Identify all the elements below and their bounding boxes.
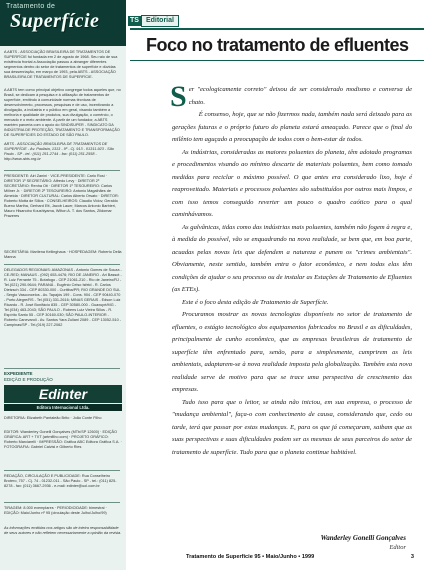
signature-name: Wanderley Gonelli Gonçalves — [320, 534, 406, 542]
page-number: 3 — [410, 554, 414, 560]
logo-top-text: Tratamento de — [6, 3, 56, 10]
tiragem-info: TIRAGEM: 8.000 exemplares · PERIODICIDADE: bimestral · EDIÇÃO: Maio/Junho nº 95 (circulação deste Julho/Julho/99) — [4, 506, 107, 515]
section-tag-short: TS — [130, 17, 139, 24]
article-paragraph: Ser "ecologicamente correto" deixou de ser considerado modismo e conversa de chato. — [170, 80, 412, 113]
article-paragraph: É consenso, hoje, que se não fizermos nada, também nada será deixado para as gerações futuras e o próprio futuro do planeta estará ameaçado. Parece que o final do milênio tem aguçado a preocupação de todos com o bem-estar de todos. — [172, 111, 412, 143]
abts-secretaria: SECRETÁRIA: Marilena Kellinghaus · HOSPEDAGEM: Roberto Della Manna — [4, 250, 122, 259]
section-tag-label: Editorial — [141, 15, 179, 27]
publisher-logo: Edinter — [4, 385, 122, 403]
article-title: Foco no tratamento de efluentes — [146, 35, 409, 55]
footer-magazine: Tratamento de Superfície 95 • Maio/Junho • 1999 — [186, 554, 315, 560]
expediente-heading: EXPEDIENTE — [4, 371, 33, 376]
divider — [4, 368, 120, 369]
magazine-logo — [0, 0, 126, 46]
regional-delegates: DELEGADOS REGIONAIS: AMAZONAS - Antonio Gomes de Souza - CE-RED; MANAUS - (092) 653-4476; RIO DE JANEIRO - Ari Bassot - R. Luiz Ferrante 75 - Botafogo - CEP 21061-210 - Rio de Janeiro/RJ - Tel.(021) 290-9644; PARANÁ - Eugênio Celso Isfeld - R. Carlos Dietzsch 334 - CEP 80330-000 - Curitiba/PR; RIO GRANDE DO SUL - Sergio Vasconcelos - Av. Tapajós 199 - Cons. 904 - CEP 90440-070 - Porto Alegre/RS - Tel.(051) 331-2616; MINAS GERAIS - Edson Luiz Ricardo - R. José Bonifácio 835 - CEP 30580-000 - Guaxupé/MG - Tel.(034) 463-2043; SÃO PAULO - Rubens Luiz Vieira Sillos - R. Espírito Santo 55 - CEP 30160-030; SÃO PAULO-INTERIOR - Roberto Canevaroli - Av. Santos Yara Zuliani 2089 - CEP 13052-510 - Campinas/SP - Tel.(019) 227-2062 — [4, 268, 122, 327]
divider — [4, 170, 120, 171]
publisher-subtitle: Editora Internacional Ltda. — [4, 404, 122, 411]
article-paragraph: Procuramos mostrar as novas tecnologias disponíveis no setor de tratamento de efluentes, o estágio tecnológico dos equipamentos fabricados no Brasil e as dificuldades, principalmente de cunho econômico, que as empresas brasileiras de tratamento de superfície têm enfrentado para, senão, para a simplesmente, cumprirem as leis ambientais, adaptarem-se à nova realidade imposta pela globalização. Também esta nova realidade serve de motivo para que se trace uma perspectiva de crescimento das empresas. — [172, 311, 412, 393]
header-rule — [130, 28, 424, 30]
abts-board: PRESIDENTE: Airi Zanini · VICE-PRESIDENTE: Carlo Rosi · DIRETOR 1º SECRETÁRIO: Alfredo Levy · DIRETOR 2º SECRETÁRIO: Renha Oti · DIRETOR 1º TESOUREIRO: Carlos Millner Jr. · DIRETOR 2º TESOUREIRO: Antonio Magalhães de Almeida · DIRETOR CULTURAL: Carlos Alberto Orsato · DIRETOR: Roberto Motta de Sillos · CONSELHEIROS: Claudio Vidov, Geraldo Bueno Martha, Gerhard Ett, Jacob Lauer, Marcos Antonio Barbieri, Mauro Hisanobu Koushiyama, Wilton A. T. dos Santos, Zildomar Prazeres — [4, 174, 119, 218]
article-paragraph: Este é o foco desta edição de Tratamento de Superfície. — [182, 298, 329, 306]
divider — [4, 502, 120, 503]
article-paragraph: As galvânicas, tidas como das indústrias mais poluentes, também não fogem à regra e, à medida do possível, vão se enquadrando na nova realidade, se bem que, em boa parte, acuadas pelas novas leis que defendem a natureza e punem os "crimes ambientais". Obviamente, neste sentido, também entra o fator econômico, e nem todas elas têm condições de ajudar o seu processo ou de instalar as Estações de Tratamento de Efluentes (as ETEs). — [172, 223, 412, 293]
staff-credits: EDITOR: Wanderley Gonelli Gonçalves (MTb/SP 12600) · EDIÇÃO GRÁFICA: ART + TXT (artmfilho.com) · PROJETO GRÁFICO: Roberto Marciarelli · IMPRESSÃO: Gráfica ABC Editora Gráfica S.A. · FOTOGRAFIA: Gabriel Calvisi e Gilberto Ries — [4, 430, 122, 449]
abts-about-2: A ABTS tem como principal objetivo congregar todos aqueles que, no Brasil, se dedicam à pesquisa e à utilização de tratamentos de superfície, emitindo à comunidade normas técnicas de desenvolvimento, processos, pesquisas e de uso, incentivando a divulgação, a indústria e o público em geral, visando também a melhoria e qualidade de produtos, sua divulgação, o comércio, o mercado e o meio ambiente. A partir de um fundador, a ABTS mantém parceria com o apoio do SINDISUPER - SINDICATO DA INDÚSTRIA DE PROTEÇÃO, TRATAMENTO E TRANSFORMAÇÃO DE SUPERFÍCIES DO ESTADO DE SÃO PAULO. — [4, 88, 121, 137]
logo-main-text: Superfície — [10, 10, 100, 32]
article-paragraph: Tudo isso para que o leitor, se ainda não iniciou, em sua empresa, o processo de "mudança ambiental", faça-o com conhecimento de causa, considerando que, cedo ou tarde, terá que passar por estas mudanças. E, para os que já começaram, saibam que as suas perspectivas e suas dificuldades podem ser as mesmas de seus parceiros do setor de tratamento de superfície. Tudo para que o planeta continue habitável. — [172, 398, 412, 456]
diretoria: DIRETORIA: Elizabeth Pantaleão Brito · João Conte Filho — [4, 416, 102, 420]
article-paragraph: As indústrias, consideradas as maiores poluentes do planeta, têm adotado programas e procedimentos visando ao mínimo descarte de materiais poluentes, bem como tomado medidas para reciclar o máximo possível. O que antes era considerado lixo, hoje é reaproveitado. Materiais e processos poluentes são substituídos por outros mais limpos, e com isso temos conseguido reverter um pouco o quadro caótico para o qual caminhávamos. — [172, 148, 412, 218]
masthead-sidebar — [0, 0, 126, 570]
drop-cap: S — [170, 80, 187, 113]
article-body — [170, 80, 412, 459]
abts-address: ABTS - ASSOCIAÇÃO BRASILEIRA DE TRATAMENTOS DE SUPERFÍCIE - Av. Paulista, 1313 - 9º - Cj. 913 - 01311-923 - São Paulo - SP - tel.: (011) 251-2744 - fax: (011) 251-2558 - http://www.abts.org.br — [4, 142, 114, 161]
divider — [4, 470, 120, 471]
abts-about-1: A ABTS - ASSOCIAÇÃO BRASILEIRA DE TRATAMENTOS DE SUPERFÍCIE foi fundada em 2 de agosto de 1968. Seu raio de sua existência frontal a Associação passou a abranger diferentes segmentos dentro do setor de tratamentos de superfície e dúvidas sua dessenriação, em março de 1993, pela ABTS - ASSOCIAÇÃO BRASILEIRA DE TRATAMENTOS DE SUPERFÍCIE. — [4, 50, 118, 79]
divider — [4, 264, 120, 265]
signature-role: Editor — [389, 544, 406, 551]
section-tag — [128, 16, 179, 26]
disclaimer: As informações emitidas nos artigos são de inteira responsabilidade de seus autores e não refletem necessariamente a opinião da revista. — [4, 526, 122, 535]
title-rule — [130, 60, 424, 61]
redacao-contact: REDAÇÃO, CIRCULAÇÃO E PUBLICIDADE: Rua Conselheiro Brotero, 757 - Cj. 74 - 01232-011 - São Paulo - SP - tel.: (011) 825-8278 - fax: (011) 3667-2936 - e-mail: edinter@uol.com.br — [4, 474, 117, 488]
edicao-heading: EDIÇÃO E PRODUÇÃO — [4, 377, 53, 382]
